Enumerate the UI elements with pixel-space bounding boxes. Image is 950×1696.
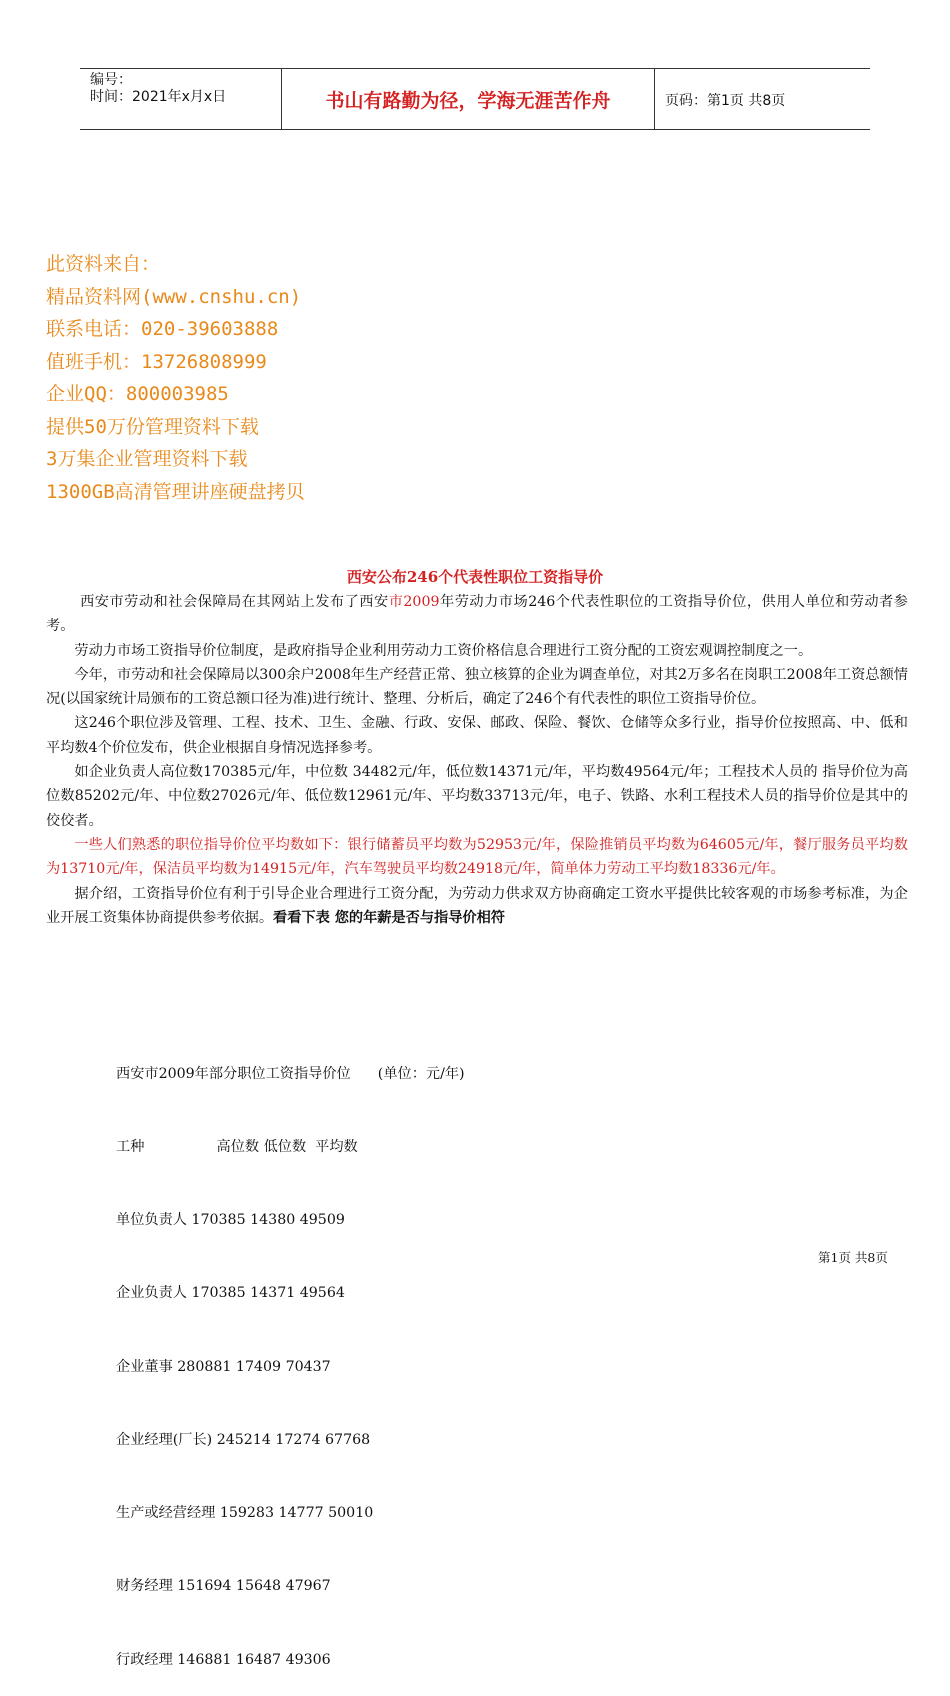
promo-line: 企业QQ：800003985 [46, 383, 229, 405]
paragraph: 这246个职位涉及管理、工程、技术、卫生、金融、行政、安保、邮政、保险、餐饮、仓储等众多行业，指导价位按照高、中、低和平均数4个价位发布，供企业根据自身情况选择参考。 [46, 715, 908, 756]
table-header: 工种 高位数 低位数 平均数 [116, 1139, 358, 1156]
article-body [46, 590, 908, 930]
page-code: 页码：第1页 共8页 [665, 93, 786, 109]
article-title: 西安公布246个代表性职位工资指导价 [346, 568, 604, 586]
promo-line: 联系电话：020-39603888 [46, 318, 279, 340]
promo-website-link[interactable]: 精品资料网(www.cnshu.cn) [46, 285, 302, 308]
bold-callout: 看看下表 您的年薪是否与指导价相符 [273, 909, 505, 926]
paragraph-text: 据介绍，工资指导价位有利于引导企业合理进行工资分配，为劳动力供求双方协商确定工资水平提供比较客观的市场参考标准，为企业开展工资集体协商提供参考依据。 [46, 885, 908, 926]
page-footer: 第1页 共8页 [818, 1250, 888, 1265]
date-label: 时间：2021年x月x日 [90, 89, 227, 105]
table-row: 企业经理(厂长) 245214 17274 67768 [116, 1431, 371, 1448]
promo-line: 值班手机：13726808999 [46, 350, 267, 373]
table-row: 行政经理 146881 16487 49306 [116, 1651, 331, 1668]
promo-line: 1300GB高清管理讲座硬盘拷贝 [46, 480, 305, 503]
highlight-paragraph: 一些人们熟悉的职位指导价位平均数如下：银行储蓄员平均数为52953元/年，保险推销员平均数为64605元/年，餐厅服务员平均数为13710元/年，保洁员平均数为14915元/年，汽车驾驶员平均数24918元/年，简单体力劳动工平均数18336元/年。 [46, 836, 908, 878]
table-row: 单位负责人 170385 14380 49509 [116, 1212, 345, 1229]
paragraph: 今年，市劳动和社会保障局以300余户2008年生产经营正常、独立核算的企业为调查单位，对其2万多名在岗职工2008年工资总额情况(以国家统计局颁布的工资总额口径为准)进行统计、整理、分析后，确定了246个有代表性的职位工资指导价位。 [46, 666, 908, 708]
promo-line: 3万集企业管理资料下载 [46, 448, 248, 470]
salary-table [116, 1013, 465, 1696]
table-row: 生产或经营经理 159283 14777 50010 [116, 1505, 374, 1522]
highlight-text: 市2009 [388, 594, 440, 610]
promo-line: 提供50万份管理资料下载 [46, 415, 259, 438]
table-caption: 西安市2009年部分职位工资指导价位 (单位：元/年) [116, 1065, 465, 1082]
promo-block [46, 248, 305, 508]
header-motto: 书山有路勤为径，学海无涯苦作舟 [282, 69, 655, 129]
paragraph: 如企业负责人高位数170385元/年，中位数 34482元/年，低位数14371元/年，平均数49564元/年；工程技术人员的 指导价位为高位数85202元/年、中位数27026元/年、低位数12961元/年、平均数33713元/年，电子、铁路、水利工程技术人员的指导价位是其中的佼佼者。 [46, 764, 908, 829]
promo-line: 此资料来自： [46, 253, 161, 275]
paragraph-text: 年劳动力市场246个代表性职位的工资指导价位，供用人单位和劳动者参考。 [46, 594, 908, 635]
page-header [80, 68, 870, 130]
doc-number-label: 编号： [90, 72, 132, 88]
table-row: 企业董事 280881 17409 70437 [116, 1358, 331, 1375]
header-meta [80, 69, 282, 129]
paragraph-text: 西安市劳动和社会保障局在其网站上发布了西安 [80, 594, 389, 610]
table-row: 企业负责人 170385 14371 49564 [116, 1285, 345, 1302]
paragraph [46, 882, 908, 931]
paragraph: 劳动力市场工资指导价位制度，是政府指导企业利用劳动力工资价格信息合理进行工资分配的工资宏观调控制度之一。 [74, 642, 813, 659]
paragraph [46, 590, 908, 639]
table-row: 财务经理 151694 15648 47967 [116, 1578, 331, 1595]
